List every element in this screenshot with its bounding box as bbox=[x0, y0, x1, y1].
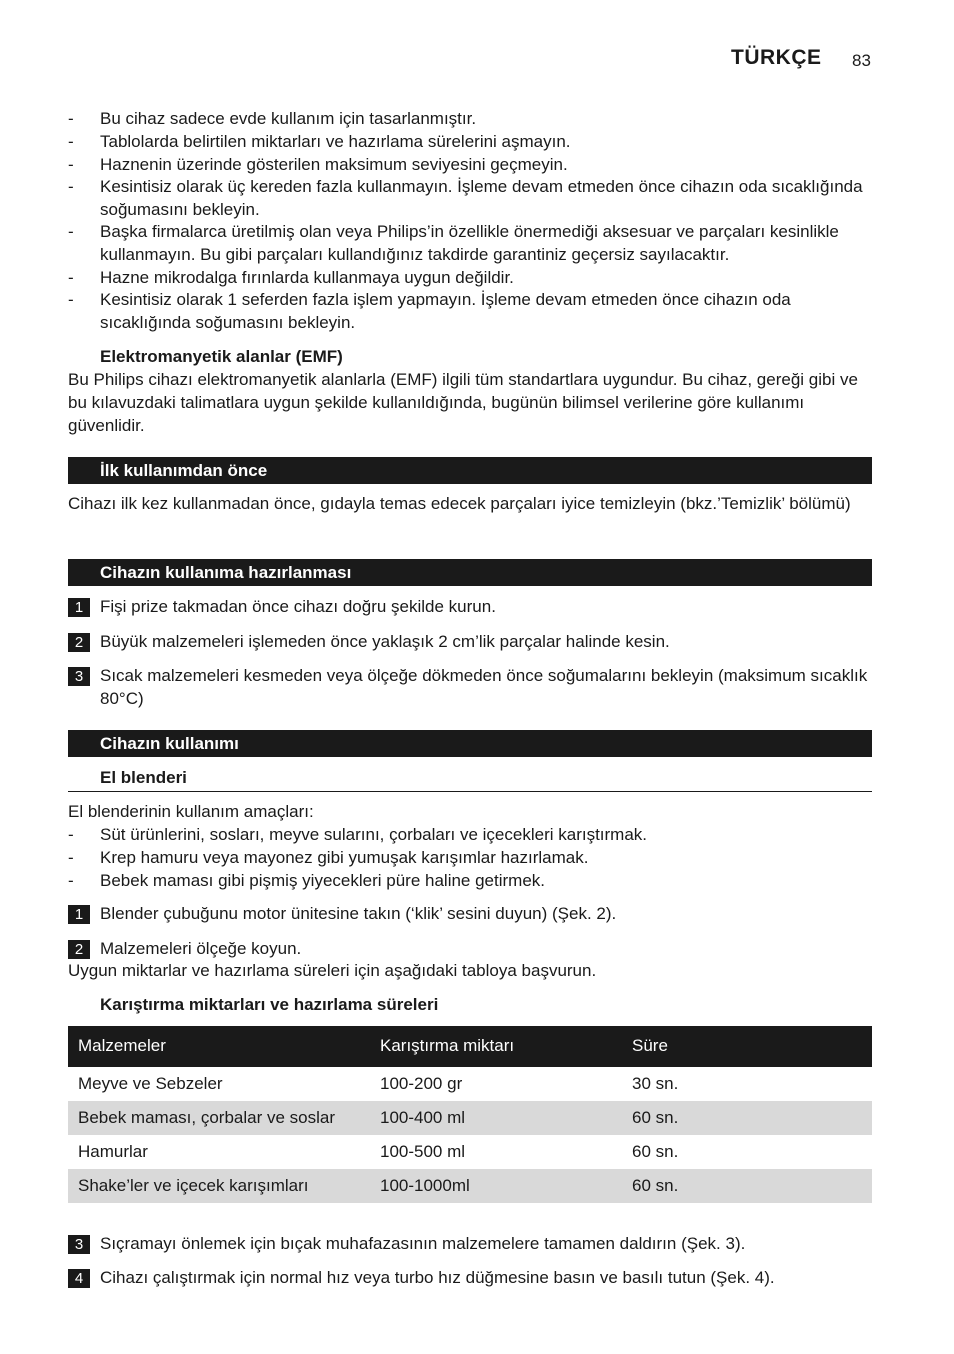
step-item bbox=[68, 665, 878, 711]
section-using: Cihazın kullanımı bbox=[68, 730, 872, 757]
list-item: - Hazne mikrodalga fırınlarda kullanmaya uygun değildir. bbox=[68, 267, 878, 290]
step-number: 2 bbox=[68, 940, 90, 959]
warning-text: Tablolarda belirtilen miktarları ve hazırlama sürelerini aşmayın. bbox=[100, 132, 571, 151]
emf-heading: Elektromanyetik alanlar (EMF) bbox=[100, 347, 343, 366]
language-label: TÜRKÇE bbox=[731, 46, 822, 69]
step-number: 2 bbox=[68, 633, 90, 652]
table-row bbox=[68, 1067, 872, 1101]
purposes-intro: El blenderinin kullanım amaçları: bbox=[68, 802, 314, 821]
warning-text: Haznenin üzerinde gösterilen maksimum seviyesini geçmeyin. bbox=[100, 155, 568, 174]
step-text: Cihazı çalıştırmak için normal hız veya turbo hız düğmesine basın ve basılı tutun (Şek. 4). bbox=[100, 1268, 775, 1287]
step-item bbox=[68, 1267, 878, 1290]
step-text: Malzemeleri ölçeğe koyun. bbox=[100, 939, 302, 958]
step-item bbox=[68, 938, 878, 961]
list-item: - Kesintisiz olarak 1 seferden fazla işlem yapmayın. İşleme devam etmeden önce cihazın oda sıcaklığında soğumasını bekleyin. bbox=[68, 289, 878, 335]
first-use-text: Cihazı ilk kez kullanmadan önce, gıdayla temas edecek parçaları iyice temizleyin (bkz.’Temizlik’ bölümü) bbox=[68, 494, 851, 513]
step-text: Fişi prize takmadan önce cihazı doğru şekilde kurun. bbox=[100, 597, 496, 616]
table-cell: 100-400 ml bbox=[370, 1101, 622, 1135]
table-title: Karıştırma miktarları ve hazırlama süreleri bbox=[100, 995, 439, 1014]
table-cell: Shake’ler ve içecek karışımları bbox=[68, 1169, 370, 1203]
section-first-use: İlk kullanımdan önce bbox=[68, 457, 872, 484]
table-cell: 100-1000ml bbox=[370, 1169, 622, 1203]
table-cell: 60 sn. bbox=[622, 1101, 872, 1135]
table-row bbox=[68, 1135, 872, 1169]
purpose-text: Süt ürünlerini, sosları, meyve sularını, çorbaları ve içecekleri karıştırmak. bbox=[100, 825, 648, 844]
purpose-text: Krep hamuru veya mayonez gibi yumuşak karışımlar hazırlamak. bbox=[100, 848, 589, 867]
column-header: Süre bbox=[622, 1026, 872, 1067]
step-number: 4 bbox=[68, 1269, 90, 1288]
list-item: - Süt ürünlerini, sosları, meyve sularını, çorbaları ve içecekleri karıştırmak. bbox=[68, 824, 878, 847]
table-cell: 100-500 ml bbox=[380, 1141, 466, 1161]
step-number: 1 bbox=[68, 598, 90, 617]
mixing-table bbox=[68, 1026, 872, 1203]
section-preparing: Cihazın kullanıma hazırlanması bbox=[68, 559, 872, 586]
step-number: 3 bbox=[68, 667, 90, 686]
table-cell: 30 sn. bbox=[632, 1073, 679, 1093]
emf-text: Bu Philips cihazı elektromanyetik alanlarla (EMF) ilgili tüm standartlara uygundur. Bu cihaz, gereği gibi ve bu kılavuzdaki talimatlara uygun şekilde kullanıldığında, bugünün bilimsel verilerine göre kullanımı güvenlidir. bbox=[68, 370, 858, 435]
page-number: 83 bbox=[852, 51, 871, 70]
step-text: Sıçramayı önlemek için bıçak muhafazasının malzemelere tamamen daldırın (Şek. 3). bbox=[100, 1234, 746, 1253]
table-header-row bbox=[68, 1026, 872, 1067]
table-cell: 60 sn. bbox=[622, 1169, 872, 1203]
table-cell: 60 sn. bbox=[632, 1141, 679, 1161]
table-note: Uygun miktarlar ve hazırlama süreleri için aşağıdaki tabloya başvurun. bbox=[68, 961, 597, 980]
step-item bbox=[68, 596, 878, 619]
warning-text: Bu cihaz sadece evde kullanım için tasarlanmıştır. bbox=[100, 109, 477, 128]
step-text: Büyük malzemeleri işlemeden önce yaklaşık 2 cm’lik parçalar halinde kesin. bbox=[100, 632, 670, 651]
step-text: Sıcak malzemeleri kesmeden veya ölçeğe dökmeden önce soğumalarını bekleyin (maksimum sıcaklık 80°C) bbox=[100, 666, 868, 708]
table-row bbox=[68, 1169, 872, 1203]
list-item: - Krep hamuru veya mayonez gibi yumuşak karışımlar hazırlamak. bbox=[68, 847, 878, 870]
warning-text: Kesintisiz olarak üç kereden fazla kullanmayın. İşleme devam etmeden önce cihazın oda sıcaklığında soğumasını bekleyin. bbox=[100, 177, 863, 219]
step-item bbox=[68, 903, 878, 926]
purpose-text: Bebek maması gibi pişmiş yiyecekleri püre haline getirmek. bbox=[100, 871, 546, 890]
warning-text: Hazne mikrodalga fırınlarda kullanmaya uygun değildir. bbox=[100, 268, 514, 287]
list-item: - Bu cihaz sadece evde kullanım için tasarlanmıştır. bbox=[68, 108, 878, 131]
subsection-title: El blenderi bbox=[100, 768, 187, 787]
warning-text: Kesintisiz olarak 1 seferden fazla işlem yapmayın. İşleme devam etmeden önce cihazın oda sıcaklığında soğumasını bekleyin. bbox=[100, 290, 791, 332]
table-cell: Hamurlar bbox=[78, 1141, 148, 1161]
column-header: Karıştırma miktarı bbox=[370, 1026, 622, 1067]
warning-text: Başka firmalarca üretilmiş olan veya Philips’in özellikle önermediği aksesuar ve parçaları kesinlikle kullanmayın. Bu gibi parçaları kullandığınız takdirde garantiniz geçersiz sayılacaktır. bbox=[100, 222, 839, 264]
list-item: - Haznenin üzerinde gösterilen maksimum seviyesini geçmeyin. bbox=[68, 154, 878, 177]
list-item: - Başka firmalarca üretilmiş olan veya Philips’in özellikle önermediği aksesuar ve parçaları kesinlikle kullanmayın. Bu gibi parçaları kullandığınız takdirde garantiniz geçersiz sayılacaktır. bbox=[68, 221, 878, 267]
step-number: 1 bbox=[68, 905, 90, 924]
table-row bbox=[68, 1101, 872, 1135]
list-item: - Kesintisiz olarak üç kereden fazla kullanmayın. İşleme devam etmeden önce cihazın oda sıcaklığında soğumasını bekleyin. bbox=[68, 176, 878, 222]
list-item: - Bebek maması gibi pişmiş yiyecekleri püre haline getirmek. bbox=[68, 870, 878, 893]
step-item bbox=[68, 631, 878, 654]
divider bbox=[68, 791, 872, 792]
table-cell: Meyve ve Sebzeler bbox=[78, 1073, 223, 1093]
table-cell: Bebek maması, çorbalar ve soslar bbox=[68, 1101, 370, 1135]
column-header: Malzemeler bbox=[68, 1026, 370, 1067]
step-number: 3 bbox=[68, 1235, 90, 1254]
step-text: Blender çubuğunu motor ünitesine takın (‘klik’ sesini duyun) (Şek. 2). bbox=[100, 904, 617, 923]
table-cell: 100-200 gr bbox=[380, 1073, 463, 1093]
list-item: - Tablolarda belirtilen miktarları ve hazırlama sürelerini aşmayın. bbox=[68, 131, 878, 154]
step-item bbox=[68, 1233, 878, 1256]
